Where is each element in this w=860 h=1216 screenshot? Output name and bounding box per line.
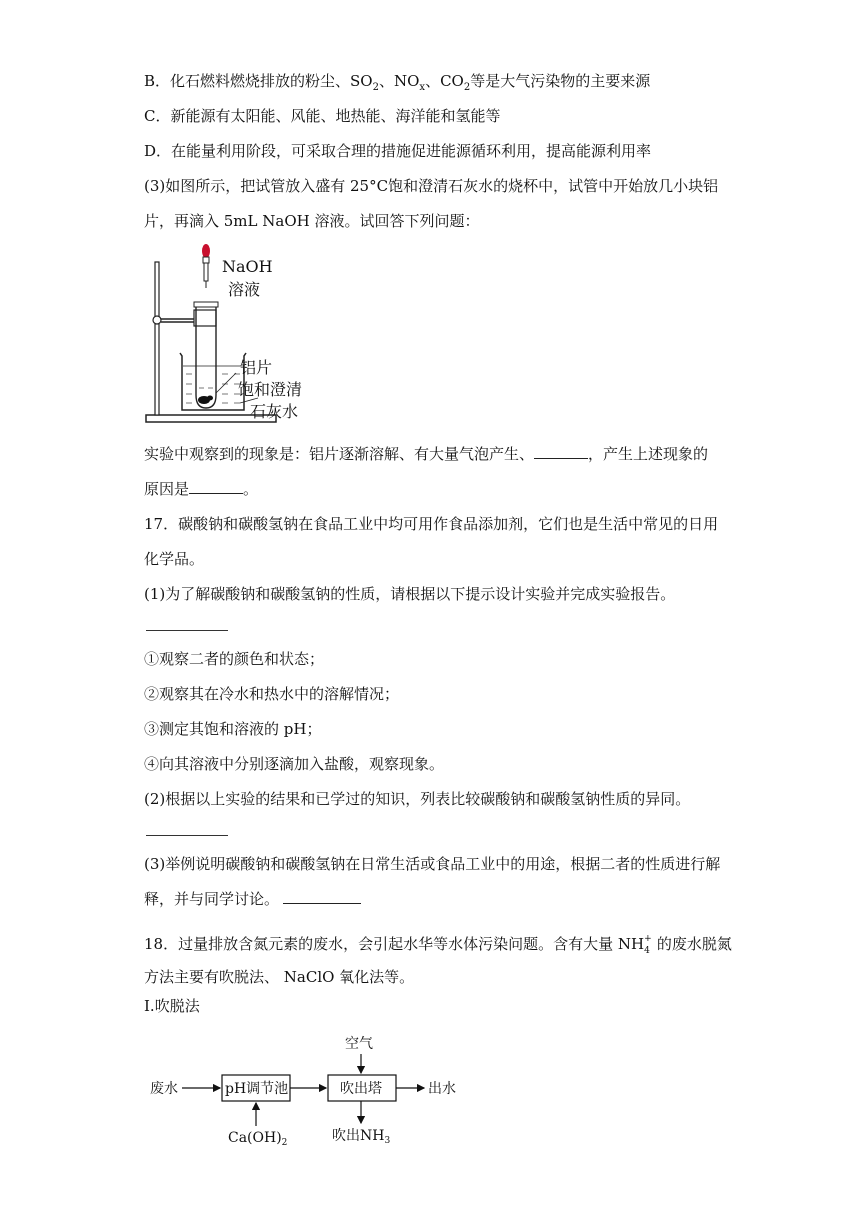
question-3-line2: 片，再滴入 5mL NaOH 溶液。试回答下列问题： — [144, 212, 480, 230]
dropper-bulb — [202, 244, 210, 258]
clamp-knob — [153, 316, 161, 324]
question-17-part2: (2)根据以上实验的结果和已学过的知识，列表比较碳酸钠和碳酸氢钠性质的异同。 — [144, 790, 691, 808]
flow-air: 空气 — [345, 1036, 373, 1052]
label-aluminum: 铝片 — [240, 358, 273, 377]
ph-tank-label: pH调节池 — [225, 1081, 289, 1097]
flow-byproduct: 吹出$NH_3$ — [332, 1128, 391, 1146]
clamp-jaw — [194, 310, 216, 326]
step-4: ④向其溶液中分别逐滴加入盐酸，观察现象。 — [144, 755, 445, 773]
answer-blank-1[interactable] — [534, 444, 588, 459]
observation-line2: 原因是 。 — [144, 480, 259, 498]
section-title-stripping: I.吹脱法 — [144, 997, 200, 1015]
question-17-line2: 化学品。 — [144, 550, 205, 568]
apparatus-figure — [140, 240, 320, 425]
question-18-line2: 方法主要有吹脱法、 NaClO 氧化法等。 — [144, 968, 415, 986]
flow-output: 出水 — [428, 1081, 456, 1097]
flow-input: 废水 — [150, 1081, 178, 1097]
answer-rule-1[interactable] — [146, 630, 228, 631]
observation-line1: 实验中观察到的现象是：铝片逐渐溶解、有大量气泡产生、 ，产生上述现象的 — [144, 445, 709, 463]
dropper-tube — [204, 263, 208, 281]
label-naoh: NaOH — [222, 257, 273, 276]
question-17-part1: (1)为了解碳酸钠和碳酸氢钠的性质，请根据以下提示设计实验并完成实验报告。 — [144, 585, 676, 603]
question-17-part3-line2: 释，并与同学讨论。 — [144, 889, 361, 909]
label-lime-2: 石灰水 — [250, 402, 299, 421]
stand-rod — [155, 262, 159, 415]
option-b: B．化石燃料燃烧排放的粉尘、$SO_2$、$NO_x$、$CO_2$等是大气污染物的主要来源 — [144, 72, 651, 93]
stripping-flow-diagram — [140, 1030, 480, 1148]
label-lime-1: 饱和澄清 — [238, 380, 303, 399]
question-3-line1: (3)如图所示，把试管放入盛有 25°C饱和澄清石灰水的烧杯中，试管中开始放几小块铝 — [144, 177, 719, 195]
question-18-line1: 18．过量排放含氮元素的废水，会引起水华等水体污染问题。含有大量 NH + 4 的废水脱氮 — [144, 934, 732, 956]
beaker — [180, 353, 246, 410]
step-1: ①观察二者的颜色和状态； — [144, 650, 325, 668]
question-17-line1: 17．碳酸钠和碳酸氢钠在食品工业中均可用作食品添加剂，它们也是生活中常见的日用 — [144, 515, 719, 533]
answer-rule-2[interactable] — [146, 835, 228, 836]
option-d: D．在能量利用阶段，可采取合理的措施促进能源循环利用，提高能源利用率 — [144, 142, 652, 160]
answer-blank-3[interactable] — [283, 889, 361, 904]
question-17-part3-line1: (3)举例说明碳酸钠和碳酸氢钠在日常生活或食品工业中的用途，根据二者的性质进行解 — [144, 855, 721, 873]
stripping-tower-label: 吹出塔 — [340, 1081, 382, 1097]
answer-blank-2[interactable] — [189, 479, 243, 494]
flow-reagent: $Ca(OH)_2$ — [228, 1130, 288, 1148]
option-c: C．新能源有太阳能、风能、地热能、海洋能和氢能等 — [144, 107, 501, 125]
label-solution: 溶液 — [228, 280, 261, 299]
step-3: ③测定其饱和溶液的 pH； — [144, 720, 322, 738]
step-2: ②观察其在冷水和热水中的溶解情况； — [144, 685, 400, 703]
